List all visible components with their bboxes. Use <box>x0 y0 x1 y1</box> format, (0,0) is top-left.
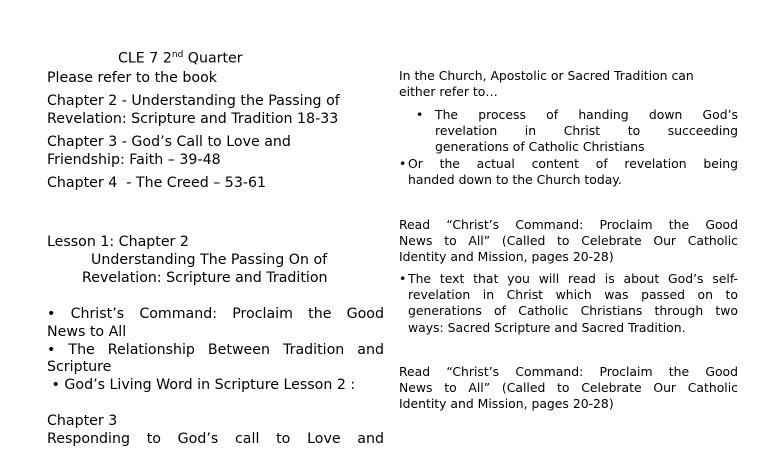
chapter-3-entry <box>47 134 384 170</box>
bullet-1-line-2: News to All <box>47 323 127 340</box>
reading-2-line-1: Read “Christ’s Command: Proclaim the Good <box>399 364 738 379</box>
lesson-line-2: Understanding The Passing On of <box>91 251 328 268</box>
summary-line-1: The text that you will read is about God’s self- <box>408 271 738 286</box>
title-superscript: nd <box>171 50 184 60</box>
title-tail: Quarter <box>183 50 243 67</box>
intro-line-1: In the Church, Apostolic or Sacred Tradition can <box>399 68 694 83</box>
bullet-icon: • <box>416 107 424 122</box>
lesson-bullets <box>47 306 384 395</box>
chapter-3-line-1: Chapter 3 - God’s Call to Love and <box>47 134 291 150</box>
page-title <box>118 47 243 69</box>
chapter-3-heading: Chapter 3 <box>47 413 118 429</box>
reading-summary <box>399 271 738 336</box>
reading-2-line-3: Identity and Mission, pages 20-28) <box>399 396 614 412</box>
tradition-point-2 <box>399 156 738 188</box>
summary-line-4: ways: Sacred Scripture and Sacred Tradition. <box>408 319 686 335</box>
reading-2-line-2: News to All” (Called to Celebrate Our Catholic <box>399 380 738 396</box>
chapter-2-line-2: Revelation: Scripture and Tradition 18-33 <box>47 110 339 127</box>
point-2-line-2: handed down to the Church today. <box>408 172 622 188</box>
bullet-2-line-1: • The Relationship Between Tradition and <box>47 341 384 358</box>
tradition-point-1 <box>416 107 738 156</box>
reading-1-line-1: Read “Christ’s Command: Proclaim the Good <box>399 217 738 232</box>
reading-assignment-1 <box>399 217 738 266</box>
point-1-line-3: generations of Catholic Christians <box>435 139 645 155</box>
chapter-4-entry: Chapter 4 - The Creed – 53-61 <box>47 175 267 191</box>
summary-line-3: generations of Catholic Christians through two <box>408 303 738 319</box>
bullet-3-line-1: • God’s Living Word in Scripture Lesson 2 : <box>47 377 356 394</box>
tradition-intro <box>399 68 738 100</box>
summary-line-2: revelation in Christ which was passed on to <box>408 287 738 303</box>
point-1-line-1: The process of handing down God’s <box>435 107 738 122</box>
bullet-icon: • <box>399 156 407 171</box>
title-text: CLE 7 2 <box>118 50 172 67</box>
lesson-line-3: Revelation: Scripture and Tradition <box>82 269 328 286</box>
intro-line-2: either refer to… <box>399 84 498 100</box>
chapter-3-section <box>47 413 384 449</box>
chapter-2-line-1: Chapter 2 - Understanding the Passing of <box>47 93 340 109</box>
bullet-2-line-2: Scripture <box>47 359 112 376</box>
lesson-line-1: Lesson 1: Chapter 2 <box>47 234 189 250</box>
bullet-1-line-1: • Christ’s Command: Proclaim the Good <box>47 306 384 322</box>
reading-assignment-2 <box>399 364 738 413</box>
reading-1-line-3: Identity and Mission, pages 20-28) <box>399 249 614 265</box>
lesson-1-heading <box>47 234 384 287</box>
chapter-3-line-2: Friendship: Faith – 39-48 <box>47 151 221 168</box>
chapter-3-text: Responding to God’s call to Love and <box>47 430 384 447</box>
chapter-2-entry <box>47 93 384 129</box>
point-1-line-2: revelation in Christ to succeeding <box>435 123 738 139</box>
refer-text: Please refer to the book <box>47 70 217 86</box>
reading-1-line-2: News to All” (Called to Celebrate Our Catholic <box>399 233 738 249</box>
bullet-icon: • <box>399 271 407 286</box>
point-2-line-1: Or the actual content of revelation being <box>408 156 738 171</box>
